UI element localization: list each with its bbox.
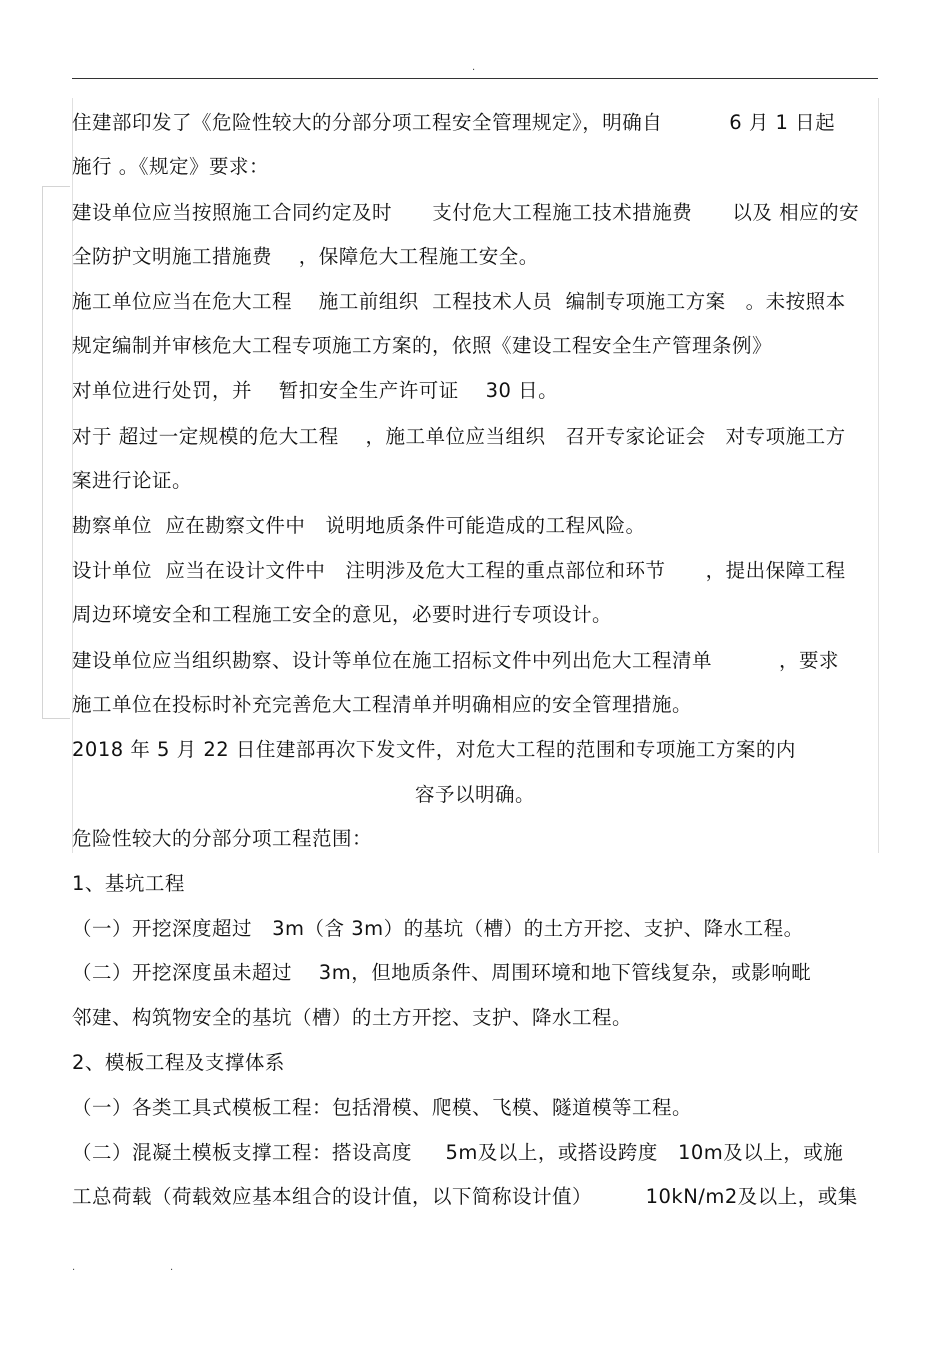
- body-line: 建设单位应当按照施工合同约定及时 支付危大工程施工技术措施费 以及 相应的安: [72, 201, 860, 224]
- right-border-line: [878, 98, 879, 853]
- header-rule: [72, 78, 878, 79]
- body-line: 对于 超过一定规模的危大工程 ，施工单位应当组织 召开专家论证会 对专项施工方: [72, 425, 846, 448]
- left-margin-tick-top: [42, 186, 70, 187]
- body-line: （二）混凝土模板支撑工程：搭设高度 5m及以上，或搭设跨度 10m及以上，或施: [72, 1141, 844, 1164]
- body-line: 全防护文明施工措施费 ，保障危大工程施工安全。: [72, 245, 539, 268]
- body-line: 邻建、构筑物安全的基坑（槽）的土方开挖、支护、降水工程。: [72, 1006, 633, 1029]
- body-line: 设计单位 应当在设计文件中 注明涉及危大工程的重点部位和环节 ，提出保障工程: [72, 559, 846, 582]
- body-line: 案进行论证。: [72, 469, 193, 492]
- body-line: 规定编制并审核危大工程专项施工方案的，依照《建设工程安全生产管理条例》: [72, 334, 773, 357]
- body-line: 施行 。《规定》要求：: [72, 155, 269, 178]
- body-line: （一）各类工具式模板工程：包括滑模、爬模、飞模、隧道模等工程。: [72, 1096, 693, 1119]
- header-dot: .: [472, 62, 476, 73]
- body-line: （二）开挖深度虽未超过 3m，但地质条件、周围环境和地下管线复杂，或影响毗: [72, 961, 812, 984]
- body-line: 施工单位应当在危大工程 施工前组织 工程技术人员 编制专项施工方案 。未按照本: [72, 290, 846, 313]
- body-line: 工总荷载（荷载效应基本组合的设计值，以下简称设计值） 10kN/m2及以上，或集: [72, 1185, 858, 1208]
- section-title: 1、基坑工程: [72, 872, 185, 895]
- body-line-centered: 容予以明确。: [414, 783, 535, 806]
- section-title: 2、模板工程及支撑体系: [72, 1051, 285, 1074]
- footer-dot-left: .: [72, 1262, 76, 1273]
- body-line: 对单位进行处罚，并 暂扣安全生产许可证 30 日。: [72, 379, 559, 402]
- section-heading: 危险性较大的分部分项工程范围：: [72, 827, 373, 850]
- body-line: 勘察单位 应在勘察文件中 说明地质条件可能造成的工程风险。: [72, 514, 646, 537]
- body-line: 施工单位在投标时补充完善危大工程清单并明确相应的安全管理措施。: [72, 693, 693, 716]
- body-line: 建设单位应当组织勘察、设计等单位在施工招标文件中列出危大工程清单 ，要求: [72, 649, 839, 672]
- body-line: 住建部印发了《危险性较大的分部分项工程安全管理规定》，明确自 6 月 1 日起: [72, 111, 836, 134]
- body-line: （一）开挖深度超过 3m（含 3m）的基坑（槽）的土方开挖、支护、降水工程。: [72, 917, 804, 940]
- footer-dot-right: .: [170, 1262, 174, 1273]
- left-margin-tick-bottom: [42, 718, 70, 719]
- body-line: 周边环境安全和工程施工安全的意见，必要时进行专项设计。: [72, 603, 613, 626]
- body-line: 2018 年 5 月 22 日住建部再次下发文件，对危大工程的范围和专项施工方案的内: [72, 738, 796, 761]
- left-margin-bracket: [42, 186, 43, 718]
